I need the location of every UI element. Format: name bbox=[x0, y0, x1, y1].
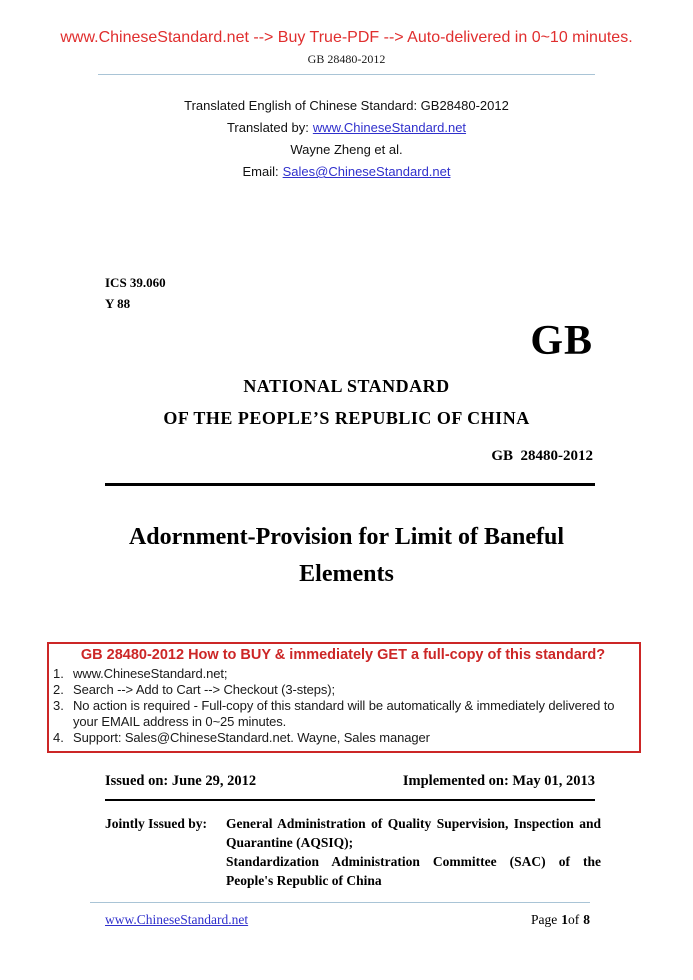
top-banner-text: www.ChineseStandard.net --> Buy True-PDF --> Auto-delivered in 0~10 minutes. bbox=[60, 29, 633, 46]
item-number: 1. bbox=[53, 666, 64, 681]
page-total: 8 bbox=[583, 912, 590, 927]
page-indicator bbox=[531, 912, 590, 928]
dates-divider-line bbox=[105, 799, 595, 801]
page-word: Page bbox=[531, 912, 558, 927]
national-standard-heading-line2: OF THE PEOPLE’S REPUBLIC OF CHINA bbox=[163, 408, 530, 428]
class-code: Y 88 bbox=[105, 296, 131, 311]
buy-box-item bbox=[53, 698, 633, 730]
page-footer bbox=[105, 912, 590, 928]
issuer-line-1: General Administration of Quality Supervision, Inspection and Quarantine (AQSIQ); bbox=[226, 816, 601, 850]
page-number: 1 bbox=[561, 912, 568, 927]
item-number: 4. bbox=[53, 730, 64, 745]
email-link[interactable]: Sales@ChineseStandard.net bbox=[282, 164, 451, 179]
translated-line-2 bbox=[0, 117, 693, 139]
issued-date: Issued on: June 29, 2012 bbox=[105, 773, 257, 789]
translated-line-4 bbox=[0, 161, 693, 183]
item-text: Support: Sales@ChineseStandard.net. Wayne, Sales manager bbox=[73, 730, 430, 745]
document-title: Adornment-Provision for Limit of Baneful Elements bbox=[128, 524, 565, 587]
item-text: Search --> Add to Cart --> Checkout (3-steps); bbox=[73, 682, 336, 697]
buy-box-heading: GB 28480-2012 How to BUY & immediately GET a full-copy of this standard? bbox=[80, 647, 606, 663]
buy-info-box bbox=[47, 642, 641, 753]
translated-by-link[interactable]: www.ChineseStandard.net bbox=[312, 120, 467, 135]
jointly-issued-label: Jointly Issued by: bbox=[105, 816, 208, 831]
of-word: of bbox=[568, 912, 580, 927]
dates-row bbox=[105, 773, 595, 790]
issuer-line-2: Standardization Administration Committee (SAC) of the People's Republic of China bbox=[226, 854, 601, 888]
translated-info-block bbox=[0, 95, 693, 183]
email-label: Email: bbox=[242, 164, 279, 179]
issuer-body bbox=[226, 814, 601, 890]
footer-website-link[interactable]: www.ChineseStandard.net bbox=[105, 912, 249, 927]
classification-codes bbox=[105, 272, 693, 314]
buy-box-item bbox=[53, 730, 633, 746]
buy-box-item bbox=[53, 666, 633, 682]
translated-by-label: Translated by: bbox=[226, 120, 309, 135]
gb-logo: GB bbox=[530, 318, 593, 364]
issuer-block bbox=[105, 814, 601, 890]
translated-line-1: Translated English of Chinese Standard: GB28480-2012 bbox=[184, 98, 509, 113]
standard-number: GB 28480-2012 bbox=[491, 448, 593, 464]
header-doc-number: GB 28480-2012 bbox=[307, 52, 386, 66]
item-number: 2. bbox=[53, 682, 64, 697]
buy-box-item bbox=[53, 682, 633, 698]
translator-name: Wayne Zheng et al. bbox=[290, 142, 403, 157]
implemented-date: Implemented on: May 01, 2013 bbox=[402, 773, 595, 789]
item-text: No action is required - Full-copy of this standard will be automatically & immediately delivered to your EMAIL address in 0~25 minutes. bbox=[73, 698, 615, 729]
title-divider-line bbox=[105, 483, 595, 486]
item-text: www.ChineseStandard.net; bbox=[73, 666, 228, 681]
footer-divider-line bbox=[90, 902, 590, 903]
ics-code: ICS 39.060 bbox=[105, 275, 166, 290]
header-divider-line bbox=[98, 74, 595, 75]
item-number: 3. bbox=[53, 698, 64, 713]
national-standard-heading-line1: NATIONAL STANDARD bbox=[243, 376, 450, 396]
